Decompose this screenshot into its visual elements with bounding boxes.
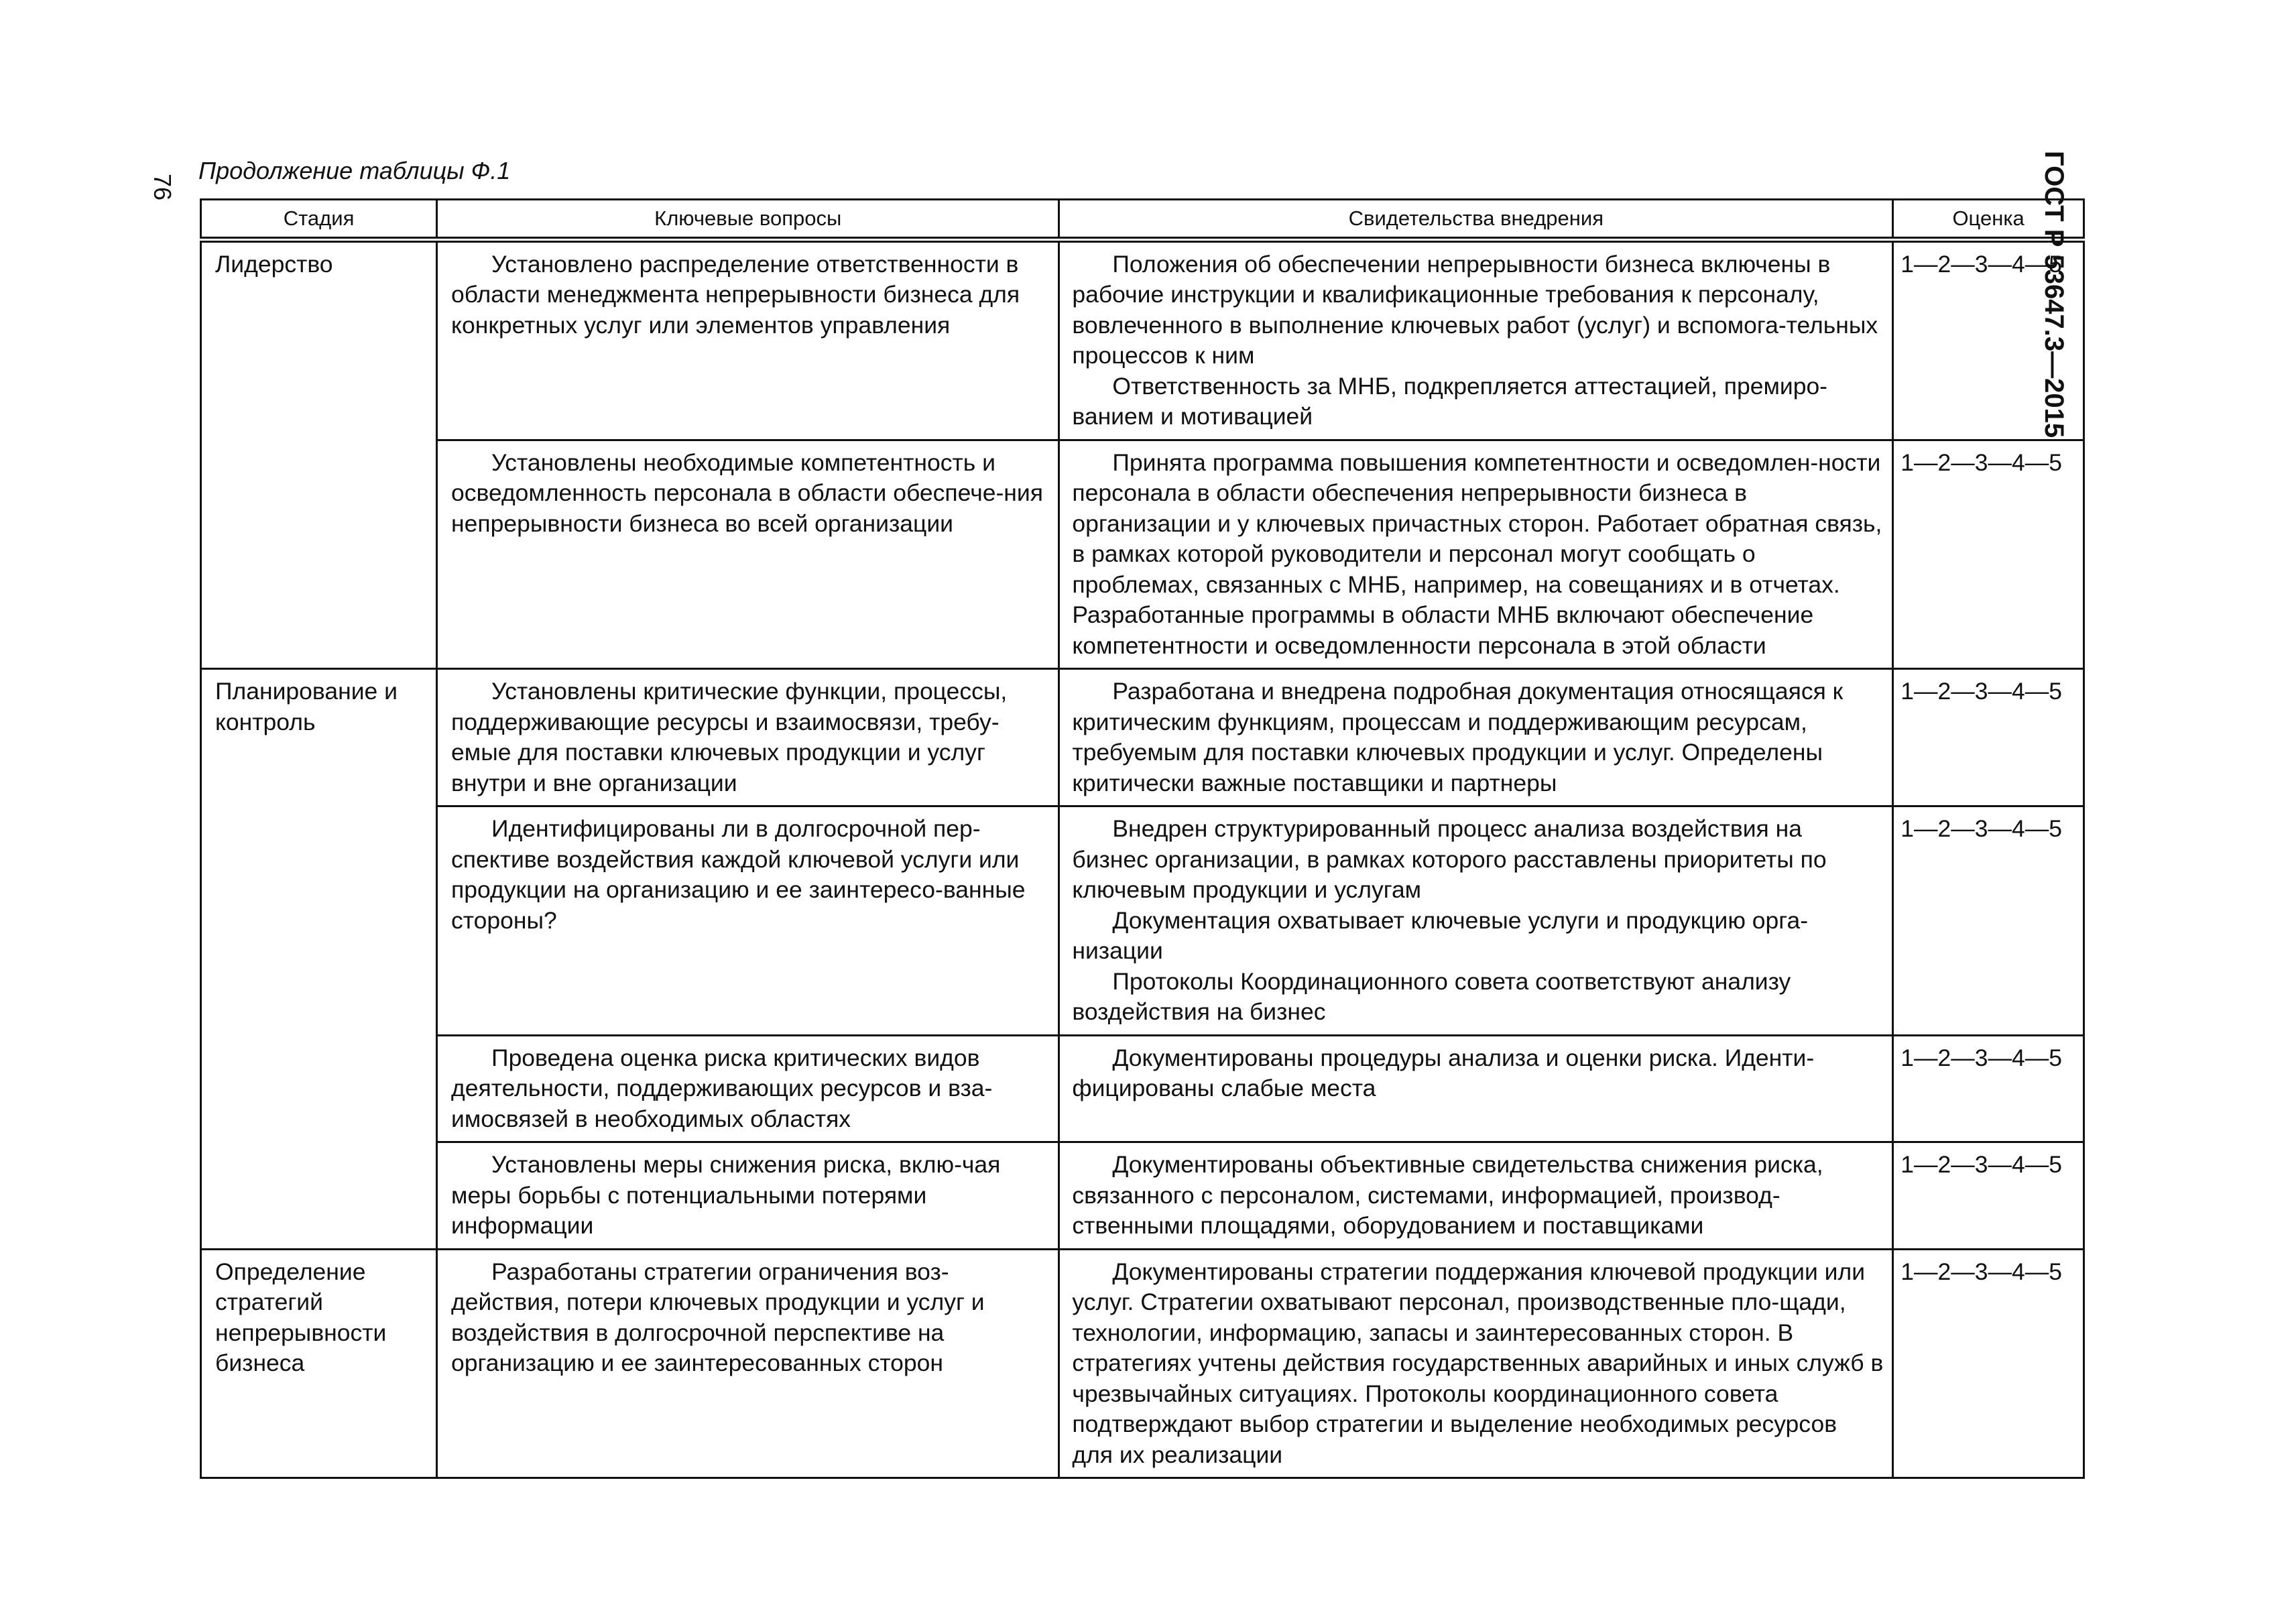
page-number: 76 (149, 173, 177, 201)
evidence-text: Разработана и внедрена подробная документация относящаяся к критическим функциям, процессам и поддерживающим ресурсам, требуемым для поставки ключевых продукции и услуг. Определены критически важные поставщики и партнеры (1072, 678, 1844, 796)
evidence-cell (1059, 239, 1893, 440)
header-score: Оценка (1893, 200, 2084, 240)
stage-cell (201, 239, 437, 669)
stage-label: Лидерство (215, 250, 333, 278)
score-cell (1893, 239, 2084, 440)
score-cell (1893, 1142, 2084, 1250)
document-code: ГОСТ Р 53647.3—2015 (2039, 151, 2069, 438)
score-scale: 1—2—3—4—5 (1900, 815, 2062, 842)
score-scale: 1—2—3—4—5 (1900, 448, 2062, 476)
question-cell (437, 1142, 1059, 1250)
table-row (201, 239, 2084, 440)
evidence-text: Документированы стратегии поддержания ключевой продукции или услуг. Стратегии охватывают персонал, производственные пло-щади, технологии, информацию, запасы и заинтересованных сторон. В стратегиях учтены действия государственных аварийных и иных служб в чрезвычайных ситуациях. Протоколы координационного совета подтверждают выбор стратегии и выделение необходимых ресурсов для их реализации (1072, 1258, 1884, 1468)
question-cell (437, 440, 1059, 669)
stage-label: Определение стратегий непрерывности бизнеса (215, 1258, 387, 1376)
score-cell (1893, 806, 2084, 1036)
question-text: Установлено распределение ответственности в области менеджмента непрерывности бизнеса для конкретных услуг или элементов управления (451, 250, 1020, 339)
stage-label: Планирование и контроль (215, 678, 398, 735)
table-caption: Продолжение таблицы Ф.1 (198, 157, 511, 184)
score-scale: 1—2—3—4—5 (1900, 250, 2062, 278)
table-row (201, 440, 2084, 669)
question-text: Установлены необходимые компетентность и осведомленность персонала в области обеспече-ния непрерывности бизнеса во всей организации (451, 448, 1043, 537)
evidence-text: Документированы процедуры анализа и оценки риска. Иденти-фицированы слабые места (1072, 1044, 1815, 1101)
question-text: Установлены меры снижения риска, вклю-чая меры борьбы с потенциальными потерями информации (451, 1151, 1001, 1239)
header-evidence: Свидетельства внедрения (1059, 200, 1893, 240)
table-row (201, 1035, 2084, 1142)
table-header-row (201, 200, 2084, 240)
evidence-text: Ответственность за МНБ, подкрепляется аттестацией, премиро-ванием и мотивацией (1072, 372, 1828, 430)
table-row (201, 1142, 2084, 1250)
evidence-cell (1059, 1142, 1893, 1250)
table-row (201, 806, 2084, 1036)
evidence-text: Документированы объективные свидетельства снижения риска, связанного с персоналом, системами, информацией, производ-ственными площадями, оборудованием и поставщиками (1072, 1151, 1823, 1239)
score-cell (1893, 1249, 2084, 1478)
evidence-cell (1059, 1035, 1893, 1142)
stage-cell (201, 1249, 437, 1478)
question-cell (437, 806, 1059, 1036)
question-text: Установлены критические функции, процессы, поддерживающие ресурсы и взаимосвязи, требу-емые для поставки ключевых продукции и услуг внутри и вне организации (451, 678, 1008, 796)
question-cell (437, 669, 1059, 806)
score-scale: 1—2—3—4—5 (1900, 1044, 2062, 1071)
table-row (201, 669, 2084, 806)
assessment-table (200, 198, 2085, 1479)
question-cell (437, 239, 1059, 440)
score-scale: 1—2—3—4—5 (1900, 1258, 2062, 1285)
table-row (201, 1249, 2084, 1478)
evidence-cell (1059, 669, 1893, 806)
stage-cell (201, 669, 437, 1250)
evidence-text: Внедрен структурированный процесс анализа воздействия на бизнес организации, в рамках которого расставлены приоритеты по ключевым продукции и услугам (1072, 815, 1827, 903)
evidence-cell (1059, 806, 1893, 1036)
question-text: Проведена оценка риска критических видов деятельности, поддерживающих ресурсов и вза-имосвязей в необходимых областях (451, 1044, 993, 1132)
evidence-text: Документация охватывает ключевые услуги и продукцию орга-низации (1072, 906, 1809, 964)
evidence-text: Протоколы Координационного совета соответствуют анализу воздействия на бизнес (1072, 967, 1791, 1025)
question-text: Разработаны стратегии ограничения воз-действия, потери ключевых продукции и услуг и воздействия в долгосрочной перспективе на организацию и ее заинтересованных сторон (451, 1258, 985, 1376)
evidence-text: Принята программа повышения компетентности и осведомлен-ности персонала в области обеспечения непрерывности бизнеса в организации и у ключевых причастных сторон. Работает обратная связь, в рамках которой руководители и персонал могут сообщать о проблемах, связанных с МНБ, например, на совещаниях и в отчетах. Разработанные программы в области МНБ включают обеспечение компетентности и осведомленности персонала в этой области (1072, 448, 1882, 659)
evidence-cell (1059, 1249, 1893, 1478)
score-scale: 1—2—3—4—5 (1900, 678, 2062, 705)
score-scale: 1—2—3—4—5 (1900, 1151, 2062, 1178)
question-text: Идентифицированы ли в долгосрочной пер-спективе воздействия каждой ключевой услуги или продукции на организацию и ее заинтересо-ванные стороны? (451, 815, 1026, 934)
score-cell (1893, 440, 2084, 669)
question-cell (437, 1035, 1059, 1142)
score-cell (1893, 669, 2084, 806)
header-questions: Ключевые вопросы (437, 200, 1059, 240)
question-cell (437, 1249, 1059, 1478)
score-cell (1893, 1035, 2084, 1142)
evidence-text: Положения об обеспечении непрерывности бизнеса включены в рабочие инструкции и квалификационные требования к персоналу, вовлеченного в выполнение ключевых работ (услуг) и вспомога-тельных процессов к ним (1072, 250, 1878, 369)
header-stage: Стадия (201, 200, 437, 240)
evidence-cell (1059, 440, 1893, 669)
